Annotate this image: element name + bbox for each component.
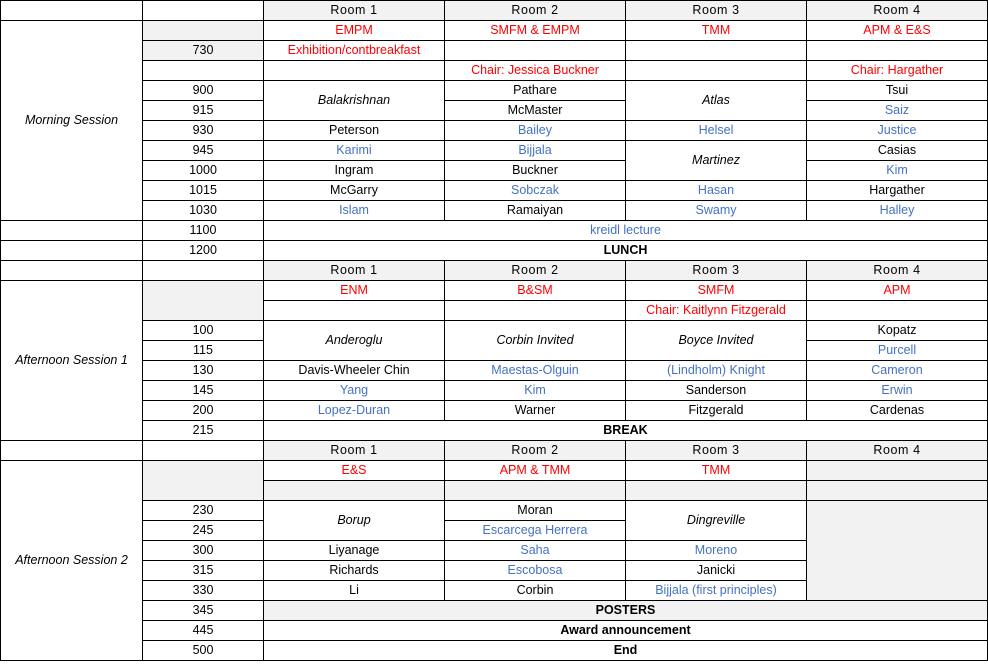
- room-header: Room 4: [807, 1, 988, 21]
- empty-cell: [445, 41, 626, 61]
- chair-label: Chair: Hargather: [807, 61, 988, 81]
- room-header: Room 1: [264, 441, 445, 461]
- lunch-label: LUNCH: [264, 241, 988, 261]
- talk-cell: Warner: [445, 401, 626, 421]
- table-row: [1, 501, 988, 521]
- table-row: [1, 61, 988, 81]
- time-cell: 930: [143, 121, 264, 141]
- talk-cell: Liyanage: [264, 541, 445, 561]
- time-cell: 945: [143, 141, 264, 161]
- time-cell: [143, 461, 264, 501]
- table-row: [1, 141, 988, 161]
- award-label: Award announcement: [264, 621, 988, 641]
- time-cell: 1200: [143, 241, 264, 261]
- empty-cell: [1, 1, 143, 21]
- talk-cell: Li: [264, 581, 445, 601]
- breakfast-cell: Exhibition/contbreakfast: [264, 41, 445, 61]
- break-label: BREAK: [264, 421, 988, 441]
- time-cell: 1015: [143, 181, 264, 201]
- talk-cell: (Lindholm) Knight: [626, 361, 807, 381]
- chair-label: Chair: Jessica Buckner: [445, 61, 626, 81]
- talk-cell: Saha: [445, 541, 626, 561]
- empty-cell: [1, 261, 143, 281]
- talk-cell: Moreno: [626, 541, 807, 561]
- table-row: [1, 241, 988, 261]
- talk-cell: McMaster: [445, 101, 626, 121]
- table-row: [1, 321, 988, 341]
- table-row: [1, 41, 988, 61]
- table-row: [1, 281, 988, 301]
- time-cell: 300: [143, 541, 264, 561]
- posters-label: POSTERS: [264, 601, 988, 621]
- talk-cell: Richards: [264, 561, 445, 581]
- track-label: TMM: [626, 461, 807, 481]
- time-cell: [143, 21, 264, 41]
- room-header: Room 1: [264, 261, 445, 281]
- empty-cell: [264, 481, 445, 501]
- talk-cell: Helsel: [626, 121, 807, 141]
- time-cell: 200: [143, 401, 264, 421]
- talk-cell: Martinez: [626, 141, 807, 181]
- track-label: EMPM: [264, 21, 445, 41]
- talk-cell: Corbin Invited: [445, 321, 626, 361]
- talk-cell: Halley: [807, 201, 988, 221]
- talk-cell: Bijjala (first principles): [626, 581, 807, 601]
- time-cell: [143, 281, 264, 321]
- talk-cell: Peterson: [264, 121, 445, 141]
- empty-cell: [143, 441, 264, 461]
- table-row: [1, 221, 988, 241]
- talk-cell: Bailey: [445, 121, 626, 141]
- table-row: [1, 121, 988, 141]
- end-label: End: [264, 641, 988, 661]
- talk-cell: Escarcega Herrera: [445, 521, 626, 541]
- talk-cell: Balakrishnan: [264, 81, 445, 121]
- talk-cell: Kim: [445, 381, 626, 401]
- track-label: B&SM: [445, 281, 626, 301]
- time-cell: 215: [143, 421, 264, 441]
- talk-cell: Purcell: [807, 341, 988, 361]
- time-cell: 100: [143, 321, 264, 341]
- room-header: Room 4: [807, 441, 988, 461]
- empty-cell: [626, 481, 807, 501]
- talk-cell: Kim: [807, 161, 988, 181]
- empty-cell: [807, 301, 988, 321]
- chair-label: Chair: Kaitlynn Fitzgerald: [626, 301, 807, 321]
- track-label: E&S: [264, 461, 445, 481]
- table-row: [1, 381, 988, 401]
- empty-cell: [264, 61, 445, 81]
- room-header: Room 2: [445, 441, 626, 461]
- table-row: [1, 181, 988, 201]
- talk-cell: Borup: [264, 501, 445, 541]
- time-cell: 1030: [143, 201, 264, 221]
- time-cell: 330: [143, 581, 264, 601]
- time-cell: 245: [143, 521, 264, 541]
- talk-cell: Corbin: [445, 581, 626, 601]
- track-label: APM: [807, 281, 988, 301]
- talk-cell: Sanderson: [626, 381, 807, 401]
- empty-cell: [626, 41, 807, 61]
- talk-cell: Sobczak: [445, 181, 626, 201]
- talk-cell: Atlas: [626, 81, 807, 121]
- room-header: Room 3: [626, 1, 807, 21]
- track-label: TMM: [626, 21, 807, 41]
- time-cell: 730: [143, 41, 264, 61]
- empty-cell: [807, 481, 988, 501]
- room-header: Room 3: [626, 441, 807, 461]
- table-row: [1, 21, 988, 41]
- table-row: [1, 441, 988, 461]
- talk-cell: Escobosa: [445, 561, 626, 581]
- talk-cell: Pathare: [445, 81, 626, 101]
- talk-cell: Hargather: [807, 181, 988, 201]
- talk-cell: Buckner: [445, 161, 626, 181]
- table-row: [1, 361, 988, 381]
- talk-cell: Tsui: [807, 81, 988, 101]
- empty-cell: [1, 241, 143, 261]
- time-cell: 900: [143, 81, 264, 101]
- table-row: [1, 621, 988, 641]
- talk-cell: Lopez-Duran: [264, 401, 445, 421]
- time-cell: 230: [143, 501, 264, 521]
- talk-cell: Dingreville: [626, 501, 807, 541]
- table-row: [1, 161, 988, 181]
- talk-cell: Boyce Invited: [626, 321, 807, 361]
- empty-cell: [143, 1, 264, 21]
- empty-cell: [807, 41, 988, 61]
- talk-cell: Saiz: [807, 101, 988, 121]
- track-label: APM & TMM: [445, 461, 626, 481]
- time-cell: 345: [143, 601, 264, 621]
- talk-cell: Hasan: [626, 181, 807, 201]
- empty-cell: [807, 461, 988, 481]
- table-row: [1, 421, 988, 441]
- room-header: Room 1: [264, 1, 445, 21]
- time-cell: 130: [143, 361, 264, 381]
- time-cell: 145: [143, 381, 264, 401]
- talk-cell: Casias: [807, 141, 988, 161]
- talk-cell: Janicki: [626, 561, 807, 581]
- table-row: [1, 81, 988, 101]
- talk-cell: Ingram: [264, 161, 445, 181]
- track-label: ENM: [264, 281, 445, 301]
- track-label: APM & E&S: [807, 21, 988, 41]
- time-cell: 915: [143, 101, 264, 121]
- room-header: Room 3: [626, 261, 807, 281]
- talk-cell: Fitzgerald: [626, 401, 807, 421]
- room-header: Room 4: [807, 261, 988, 281]
- talk-cell: Karimi: [264, 141, 445, 161]
- talk-cell: Maestas-Olguin: [445, 361, 626, 381]
- empty-cell: [445, 301, 626, 321]
- kreidl-lecture: kreidl lecture: [264, 221, 988, 241]
- talk-cell: Cardenas: [807, 401, 988, 421]
- talk-cell: Anderoglu: [264, 321, 445, 361]
- table-row: [1, 461, 988, 481]
- empty-cell: [1, 221, 143, 241]
- time-cell: 115: [143, 341, 264, 361]
- session-label: Morning Session: [1, 21, 143, 221]
- empty-cell: [264, 301, 445, 321]
- table-row: [1, 641, 988, 661]
- time-cell: 500: [143, 641, 264, 661]
- empty-cell: [807, 501, 988, 601]
- time-cell: 315: [143, 561, 264, 581]
- table-row: [1, 201, 988, 221]
- room-header: Room 2: [445, 1, 626, 21]
- room-header: Room 2: [445, 261, 626, 281]
- table-row: [1, 601, 988, 621]
- table-row: [1, 1, 988, 21]
- talk-cell: Ramaiyan: [445, 201, 626, 221]
- empty-cell: [1, 441, 143, 461]
- time-cell: 445: [143, 621, 264, 641]
- time-cell: [143, 61, 264, 81]
- empty-cell: [626, 61, 807, 81]
- time-cell: 1000: [143, 161, 264, 181]
- track-label: SMFM & EMPM: [445, 21, 626, 41]
- time-cell: 1100: [143, 221, 264, 241]
- empty-cell: [143, 261, 264, 281]
- track-label: SMFM: [626, 281, 807, 301]
- empty-cell: [445, 481, 626, 501]
- talk-cell: Yang: [264, 381, 445, 401]
- talk-cell: Justice: [807, 121, 988, 141]
- talk-cell: Erwin: [807, 381, 988, 401]
- talk-cell: Cameron: [807, 361, 988, 381]
- talk-cell: Swamy: [626, 201, 807, 221]
- talk-cell: Davis-Wheeler Chin: [264, 361, 445, 381]
- talk-cell: Kopatz: [807, 321, 988, 341]
- talk-cell: Moran: [445, 501, 626, 521]
- table-row: [1, 261, 988, 281]
- talk-cell: Islam: [264, 201, 445, 221]
- session-label: Afternoon Session 2: [1, 461, 143, 661]
- session-label: Afternoon Session 1: [1, 281, 143, 441]
- talk-cell: Bijjala: [445, 141, 626, 161]
- table-row: [1, 401, 988, 421]
- talk-cell: McGarry: [264, 181, 445, 201]
- table-row: [1, 101, 988, 121]
